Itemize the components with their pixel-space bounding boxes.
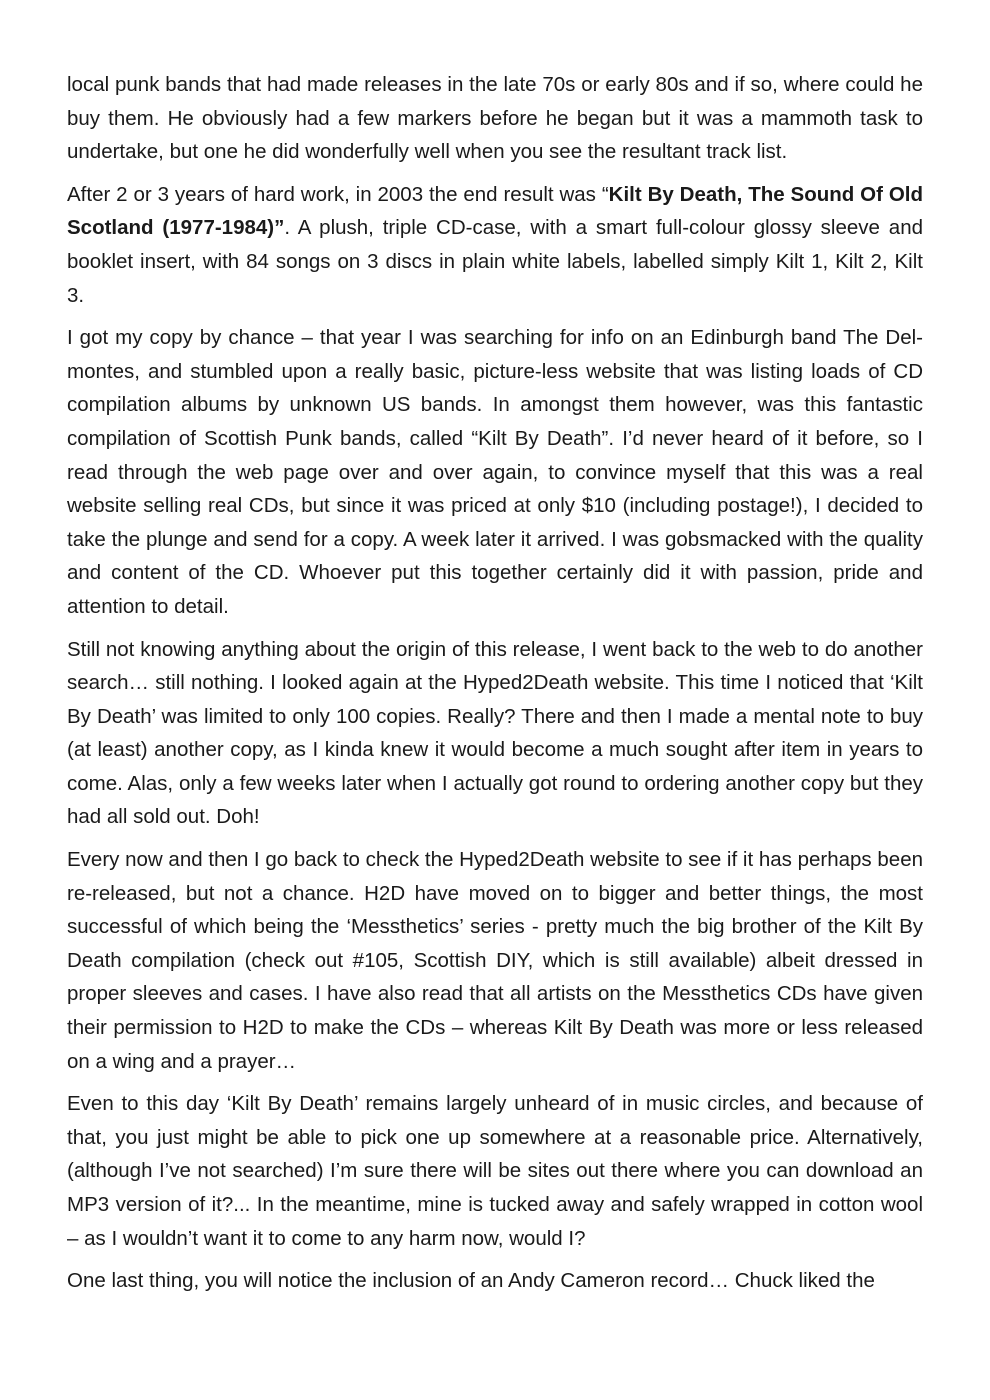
paragraph-andy-cameron: One last thing, you will notice the inclusion of an Andy Cameron record… Chuck liked the (67, 1269, 875, 1293)
paragraph-unheard: Even to this day ‘Kilt By Death’ remains largely unheard of in music circles, and because of that, you just might be able to pick one up somewhere at a reasonable price. Alternatively, (although I’ve not searched) I’m sure there will be sites out there where you can download an MP3 version of it?... In the meantime, mine is tucked away and safely wrapped in cotton wool – as I wouldn’t want it to come to any harm now, would I? (67, 1092, 923, 1250)
document-page (67, 68, 923, 1307)
release-description-text: . A plush, triple CD-case, with a smart full-colour glossy sleeve and booklet insert, with 84 songs on 3 discs in plain white labels, labelled simply Kilt 1, Kilt 2, Kilt 3. (67, 216, 923, 307)
paragraph-limited-edition: Still not knowing anything about the origin of this release, I went back to the web to do another search… still nothing. I looked again at the Hyped2Death website. This time I noticed that ‘Kilt By Death’ was limited to only 100 copies. Really? There and then I made a mental note to buy (at least) another copy, as I kinda knew it would become a much sought after item in years to come. Alas, only a few weeks later when I actually got round to ordering another copy but they had all sold out. Doh! (67, 637, 923, 829)
release-intro-text: After 2 or 3 years of hard work, in 2003 the end result was “ (67, 182, 609, 206)
paragraph-release (67, 178, 923, 312)
paragraph-origin: local punk bands that had made releases in the late 70s or early 80s and if so, where could he buy them. He obviously had a few markers before he began but it was a mammoth task to undertake, but one he did wonderfully well when you see the resultant track list. (67, 73, 923, 164)
album-title: Kilt By Death, The Sound Of Old Scotland (1977-1984)” (67, 182, 924, 240)
paragraph-messthetics: Every now and then I go back to check the Hyped2Death website to see if it has perhaps been re-released, but not a chance. H2D have moved on to bigger and better things, the most successful of which being the ‘Messthetics’ series - pretty much the big brother of the Kilt By Death compilation (check out #105, Scottish DIY, which is still available) albeit dressed in proper sleeves and cases. I have also read that all artists on the Messthetics CDs have given their permission to H2D to make the CDs – whereas Kilt By Death was more or less released on a wing and a prayer… (67, 848, 923, 1073)
paragraph-finding-copy: I got my copy by chance – that year I was searching for info on an Edinburgh band The Delmontes, and stumbled upon a really basic, picture-less website that was listing loads of CD compilation albums by unknown US bands. In amongst them however, was this fantastic compilation of Scottish Punk bands, called “Kilt By Death”. I’d never heard of it before, so I read through the web page over and over again, to convince myself that this was a real website selling real CDs, but since it was priced at only $10 (including postage!), I decided to take the plunge and send for a copy. A week later it arrived. I was gobsmacked with the quality and content of the CD. Whoever put this together certainly did it with passion, pride and attention to detail. (67, 326, 923, 618)
